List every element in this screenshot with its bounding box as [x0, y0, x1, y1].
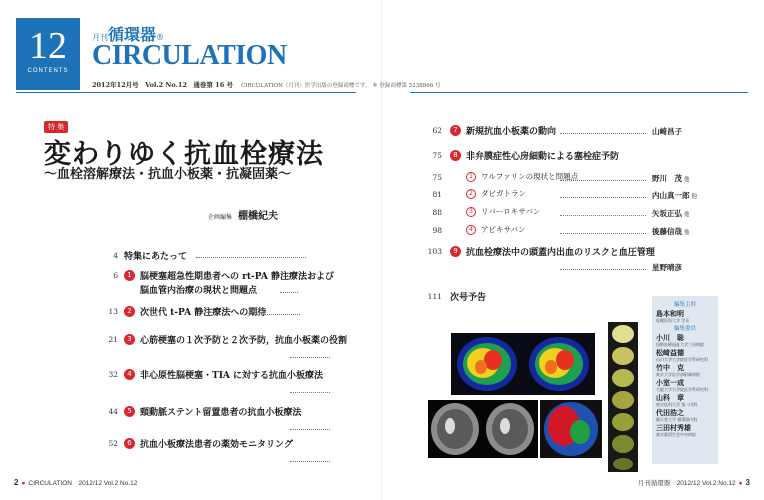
toc-page-number: 75 [432, 173, 442, 182]
toc-page-number: 111 [427, 292, 442, 301]
feature-subtitle: 〜血栓溶解療法・抗血小板薬・抗凝固薬〜 [44, 167, 292, 182]
toc-title: 次号予告 [450, 293, 487, 303]
colored-ct-scan [540, 400, 602, 458]
toc-author: 山崎昌子 [652, 127, 682, 136]
committee-member-name: 松﨑益德 [656, 348, 684, 357]
toc-subnumber-badge: 4 [466, 225, 476, 235]
editorial-committee [652, 296, 718, 464]
toc-leader-dots [560, 269, 646, 270]
toc-author: 星野晴彦 [652, 263, 682, 272]
footer-right-page: 3 [745, 478, 750, 487]
toc-title: 次世代 t-PA 静注療法への期待 [140, 308, 267, 318]
committee-member-affiliation: 順天堂大学 循環器内科 [656, 417, 698, 422]
feature-editor: 企画編集 棚橋紀夫 [208, 211, 279, 222]
toc-number-badge: 7 [450, 125, 461, 136]
spect-scan-1 [457, 337, 517, 391]
toc-title: ワルファリンの現状と問題点 [481, 172, 579, 181]
committee-member-affiliation: 東京大学医学部附属病院 [656, 372, 700, 377]
toc-subnumber-badge: 1 [466, 172, 476, 182]
toc-title: ダビガトラン [481, 189, 526, 198]
toc-title: リバーロキサバン [481, 207, 541, 216]
header-rule-right [410, 92, 748, 93]
toc-title-line2: 脳血管内治療の現状と問題点 [140, 286, 258, 296]
toc-leader-dots [560, 180, 646, 181]
committee-member-affiliation: 大阪大学大学院医学系研究科 [656, 387, 708, 392]
committee-member-affiliation: 東京医科大学 第二内科 [656, 402, 698, 407]
spect-scan-2 [529, 337, 589, 391]
committee-member-name: 小川 聡 [656, 333, 684, 342]
toc-page-number: 52 [108, 439, 118, 448]
feature-title: 変わりゆく抗血栓療法 [44, 139, 324, 170]
toc-title: 抗血小板療法患者の薬効モニタリング [140, 440, 293, 450]
issue-info: 2012年12月号 Vol.2 No.12 通巻第 16 号 CIRCULATION（月刊）医学出版の登録商標です。 ® 登録商標第 5238866 号 [92, 81, 441, 89]
footer-left-page: 2 [14, 478, 19, 487]
committee-member-name: 三田村秀雄 [656, 423, 691, 432]
toc-subnumber-badge: 3 [466, 207, 476, 217]
committee-member-affiliation: 山口大学大学院医学系研究科 [656, 357, 708, 362]
toc-author: 野川 茂 他 [652, 174, 690, 183]
committee-member-affiliation: 東京都済生会中央病院 [656, 432, 696, 437]
toc-leader-dots [560, 133, 646, 134]
toc-number-badge: 3 [124, 334, 135, 345]
toc-title: 抗血栓療法中の頭蓋内出血のリスクと血圧管理 [466, 248, 655, 258]
contents-label: CONTENTS [27, 68, 69, 74]
toc-number-badge: 2 [124, 306, 135, 317]
toc-leader-dots [560, 197, 646, 198]
toc-title: 頸動脈ステント留置患者の抗血小板療法 [140, 408, 302, 418]
toc-leader-dots [560, 233, 646, 234]
toc-number-badge: 6 [124, 438, 135, 449]
toc-leader-dots [290, 392, 330, 393]
toc-leader-dots [290, 429, 330, 430]
perfusion-scan-images [451, 333, 595, 395]
toc-leader-dots [290, 461, 330, 462]
specimen-strip [608, 322, 638, 472]
chief-header: 編集主幹 [673, 302, 696, 308]
toc-page-number: 62 [432, 126, 442, 135]
toc-leader-dots [254, 314, 300, 315]
chief-affiliation: 札幌医科大学 学長 [656, 318, 690, 323]
toc-page-number: 75 [432, 151, 442, 160]
toc-page-number: 44 [108, 407, 118, 416]
toc-number-badge: 4 [124, 369, 135, 380]
toc-page-number: 6 [113, 271, 118, 280]
toc-number-badge: 9 [450, 246, 461, 257]
chief-name: 島本和明 [656, 309, 684, 318]
month-number: 12 [29, 25, 67, 67]
toc-title: 脳梗塞超急性期患者への rt-PA 静注療法および [140, 272, 334, 282]
page-gutter [381, 0, 382, 500]
toc-page-number: 103 [427, 247, 442, 256]
toc-number-badge: 8 [450, 150, 461, 161]
committee-member-name: 山科 章 [656, 393, 684, 402]
header-rule-left [16, 92, 356, 93]
committee-members [656, 333, 714, 437]
toc-leader-dots [290, 357, 330, 358]
toc-page-number: 13 [108, 307, 118, 316]
journal-kanji-logo: 月刊循環器® [92, 25, 165, 44]
journal-english-logo: CIRCULATION [92, 40, 287, 71]
toc-title: 非弁膜症性心房細動による塞栓症予防 [466, 152, 620, 162]
committee-member-affiliation: 国際医療福祉大学三田病院 [656, 342, 704, 347]
toc-subnumber-badge: 2 [466, 189, 476, 199]
toc-author: 矢坂正弘 他 [652, 209, 690, 218]
toc-page-number: 88 [432, 208, 442, 217]
footer-right: 月刊循環器 2012/12 Vol.2 No.12 ● 3 [637, 478, 750, 487]
toc-page-number: 81 [432, 190, 442, 199]
toc-title: 心筋梗塞の１次予防と２次予防，抗血小板薬の役割 [140, 336, 348, 346]
toc-title: 新規抗血小板薬の動向 [466, 127, 557, 137]
members-header: 編集委員 [673, 326, 696, 332]
toc-leader-dots [280, 292, 298, 293]
committee-member-name: 竹中 克 [656, 363, 684, 372]
toc-number-badge: 5 [124, 406, 135, 417]
footer-left: 2 ● CIRCULATION 2012/12 Vol.2 No.12 [14, 478, 138, 487]
month-badge [16, 18, 80, 90]
toc-author: 内山真一郎 他 [652, 191, 698, 200]
toc-leader-dots [196, 257, 306, 258]
committee-member-name: 代田浩之 [656, 408, 684, 417]
toc-title: 非心原性脳梗塞・TIA に対する抗血小板療法 [140, 371, 324, 381]
toc-page-number: 32 [108, 370, 118, 379]
committee-member-name: 小室一成 [656, 378, 684, 387]
toc-number-badge: 1 [124, 270, 135, 281]
toc-leader-dots [560, 215, 646, 216]
mri-scan-images [428, 400, 538, 458]
publisher-note: CIRCULATION（月刊）医学出版の登録商標です。 ® 登録商標第 5238866 号 [241, 83, 441, 89]
toc-title: 特集にあたって [124, 252, 188, 262]
toc-page-number: 21 [108, 335, 118, 344]
toc-author: 後藤信哉 他 [652, 227, 690, 236]
feature-badge: 特 集 [44, 121, 68, 133]
toc-title: アピキサバン [481, 225, 526, 234]
toc-page-number: 4 [113, 251, 118, 260]
toc-page-number: 98 [432, 226, 442, 235]
